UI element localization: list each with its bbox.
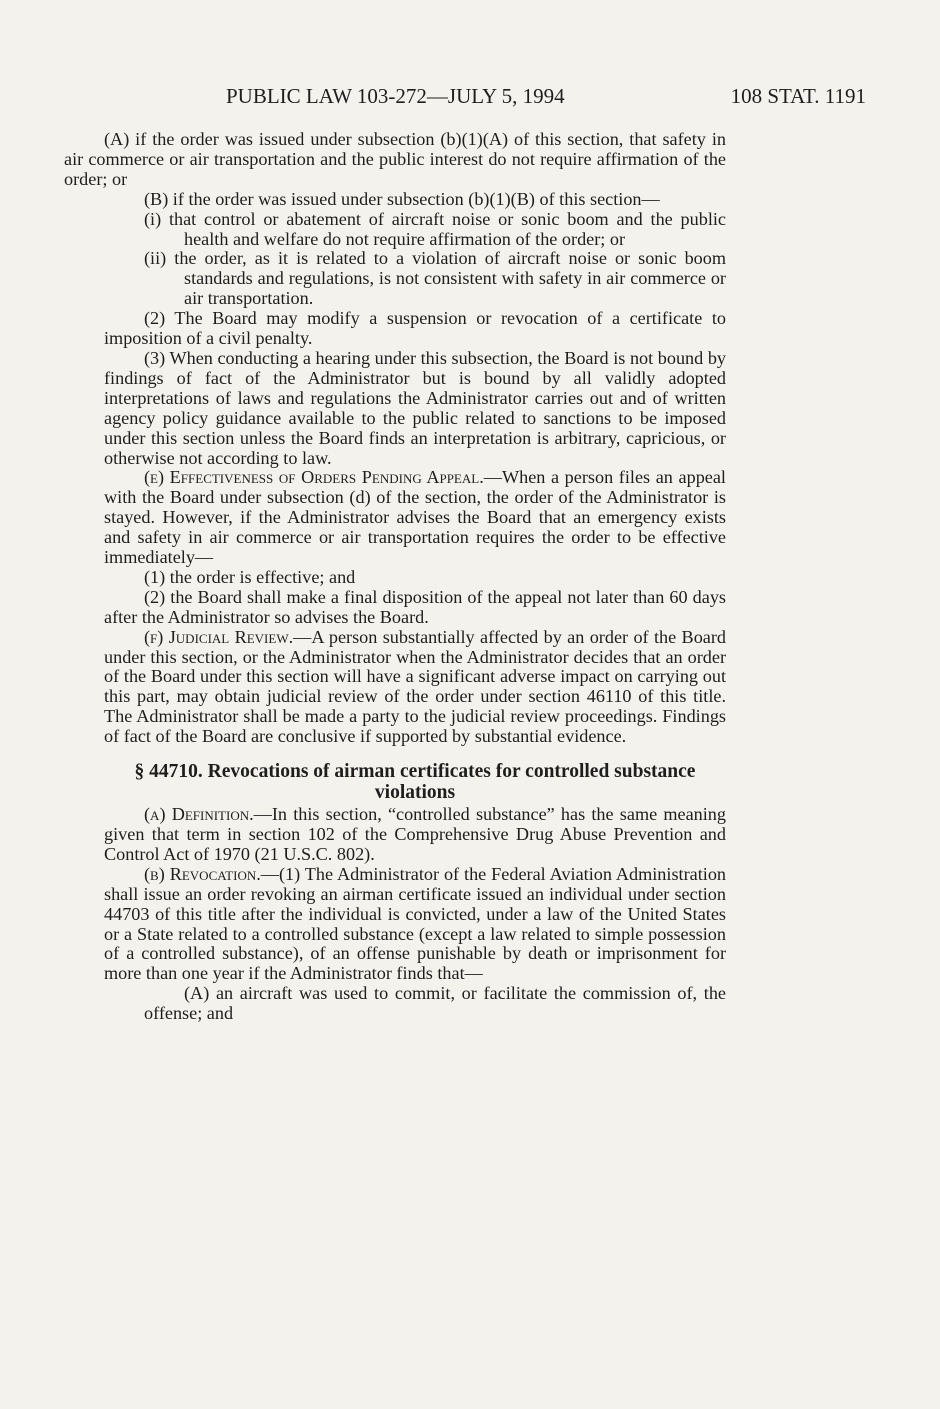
paragraph-2: (2) The Board may modify a suspension or revocation of a certificate to imposition of a civil penalty. bbox=[104, 308, 726, 349]
subsection-b-heading: (b) Revocation. bbox=[144, 863, 261, 884]
subsection-a-heading: (a) Definition. bbox=[144, 804, 254, 825]
body-text bbox=[64, 129, 727, 1024]
header-stat-page: 108 STAT. 1191 bbox=[730, 84, 866, 108]
running-header bbox=[106, 81, 866, 111]
subsection-e-item-1: (1) the order is effective; and bbox=[144, 566, 356, 587]
paragraph-a-subparagraph-A bbox=[64, 130, 726, 190]
paragraph-text: (A) if the order was issued under subsection (b)(1)(A) of this section, that safety in air commerce or air transportation and the public interest do not require affirmation of the order; or bbox=[64, 129, 726, 189]
subsection-a-definition bbox=[104, 805, 726, 865]
subsection-e-item-2: (2) the Board shall make a final disposition of the appeal not later than 60 days after the Administrator so advises the Board. bbox=[104, 586, 726, 627]
subsection-b-revocation bbox=[104, 865, 726, 984]
subsection-b-text: —(1) The Administrator of the Federal Aviation Administration shall issue an order revoking an airman certificate issued an individual under section 44703 of this title after the individual is convicted, under a law of the United States or a State related to a controlled substance (except a law related to simple possession of a controlled substance), of an offense punishable by death or imprisonment for more than one year if the Administrator finds that— bbox=[104, 863, 727, 984]
clause-i: (i) that control or abatement of aircraft noise or sonic boom and the public health and welfare do not require affirmation of the order; or bbox=[144, 208, 726, 249]
subsection-f bbox=[104, 628, 726, 747]
subsection-b-subparagraph-A: (A) an aircraft was used to commit, or facilitate the commission of, the offense; and bbox=[144, 983, 726, 1024]
subsection-f-heading: (f) Judicial Review. bbox=[144, 626, 294, 647]
paragraph-3: (3) When conducting a hearing under this subsection, the Board is not bound by findings of fact of the Administrator but is bound by all validly adopted interpretations of laws and regulations the Administrator carries out and of written agency policy guidance available to the public related to sanctions to be imposed under this section unless the Board finds an interpretation is arbitrary, capricious, or otherwise not according to law. bbox=[104, 347, 726, 468]
section-heading: § 44710. Revocations of airman certificates for controlled substance violations bbox=[134, 761, 696, 804]
header-title: PUBLIC LAW 103-272—JULY 5, 1994 bbox=[226, 84, 565, 108]
subsection-e bbox=[104, 468, 726, 568]
subsection-e-text: —When a person files an appeal with the Board under subsection (d) of the section, the order of the Administrator is stayed. However, if the Administrator advises the Board that an emergency exists and safety in air commerce or air transportation requires the order to be effective immediately— bbox=[104, 467, 726, 568]
subsection-a-text: —In this section, “controlled substance” has the same meaning given that term in section 102 of the Comprehensive Drug Abuse Prevention and Control Act of 1970 (21 U.S.C. 802). bbox=[104, 804, 726, 864]
paragraph-a-subparagraph-B: (B) if the order was issued under subsection (b)(1)(B) of this section— bbox=[144, 188, 660, 209]
subsection-e-heading: (e) Effectiveness of Orders Pending Appeal. bbox=[144, 467, 484, 488]
subsection-f-text: —A person substantially affected by an order of the Board under this section, or the Administrator when the Administrator decides that an order of the Board under this section will have a significant adverse impact on carrying out this part, may obtain judicial review of the order under section 46110 of this title. The Administrator shall be made a party to the judicial review proceedings. Findings of fact of the Board are conclusive if supported by substantial evidence. bbox=[104, 626, 727, 747]
clause-ii: (ii) the order, as it is related to a violation of aircraft noise or sonic boom standards and regulations, is not consistent with safety in air commerce or air transportation. bbox=[144, 248, 726, 309]
